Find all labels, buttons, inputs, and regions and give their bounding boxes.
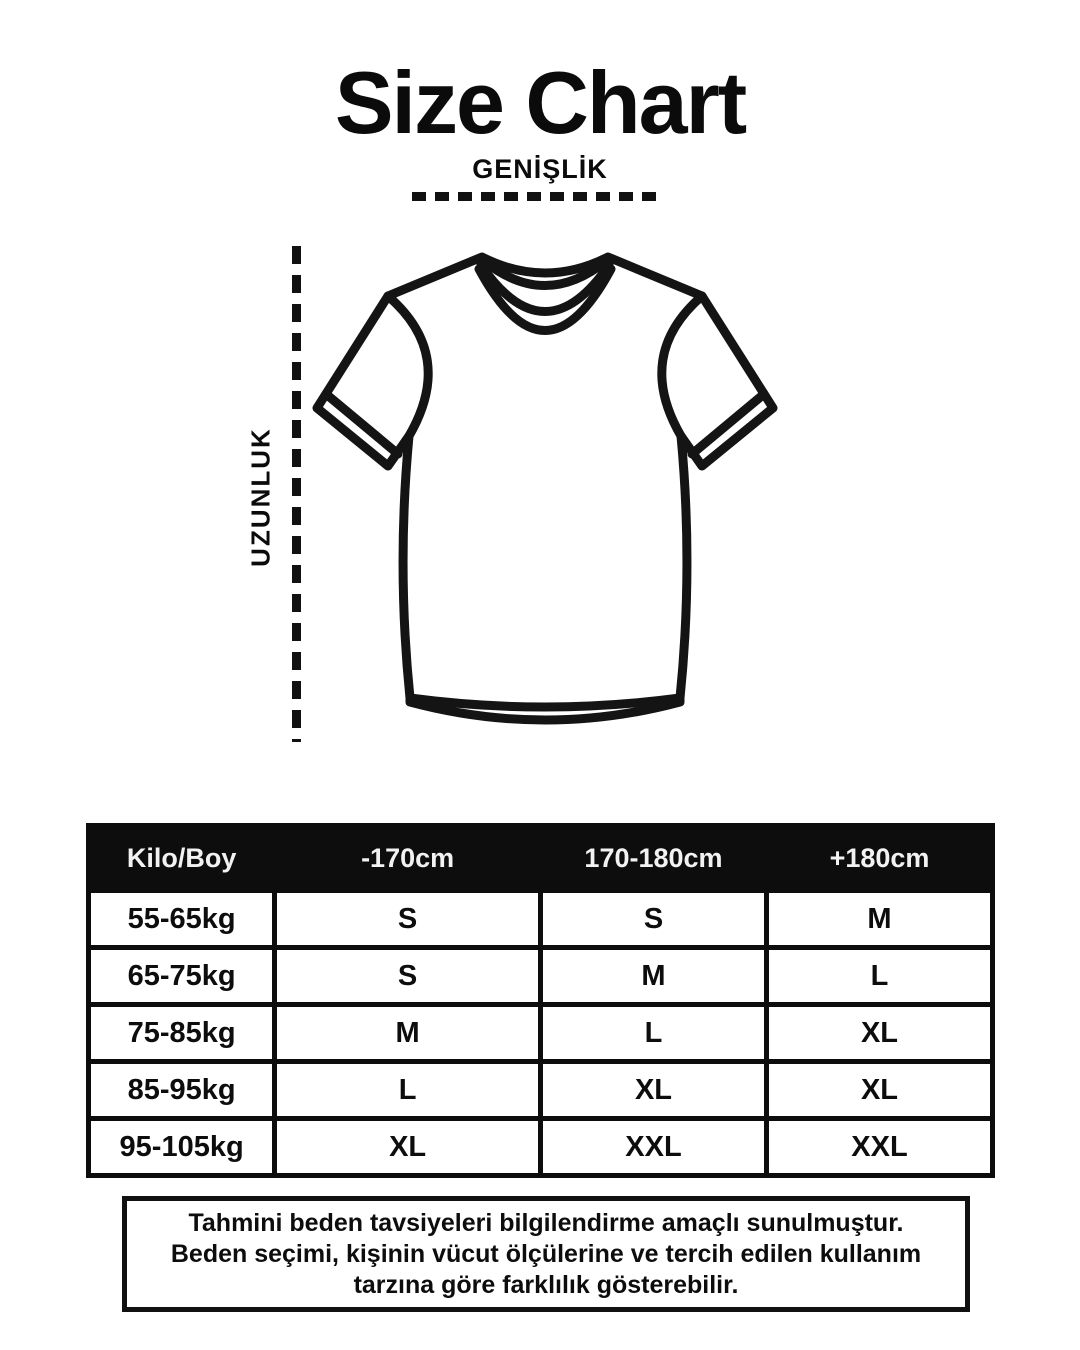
weight-cell: 75-85kg <box>89 1005 275 1062</box>
length-label: UZUNLUK <box>245 427 276 567</box>
disclaimer-line: Tahmini beden tavsiyeleri bilgilendirme amaçlı sunulmuştur. <box>188 1208 904 1237</box>
weight-cell: 95-105kg <box>89 1119 275 1176</box>
table-header-row <box>89 826 993 891</box>
table-row <box>89 1062 993 1119</box>
width-label: GENİŞLİK <box>472 154 608 184</box>
size-cell: M <box>766 891 992 948</box>
size-cell: M <box>275 1005 541 1062</box>
weight-cell: 55-65kg <box>89 891 275 948</box>
weight-cell: 65-75kg <box>89 948 275 1005</box>
disclaimer-line: Beden seçimi, kişinin vücut ölçülerine ve tercih edilen kullanım <box>170 1239 922 1268</box>
table-row <box>89 1119 993 1176</box>
size-cell: XL <box>766 1062 992 1119</box>
disclaimer-line: tarzına göre farklılık gösterebilir. <box>353 1270 739 1299</box>
size-cell: S <box>275 948 541 1005</box>
size-cell: XL <box>766 1005 992 1062</box>
size-cell: XL <box>275 1119 541 1176</box>
disclaimer-box <box>122 1196 970 1312</box>
size-cell: XXL <box>540 1119 766 1176</box>
size-cell: XL <box>540 1062 766 1119</box>
size-cell: S <box>275 891 541 948</box>
weight-cell: 85-95kg <box>89 1062 275 1119</box>
size-cell: S <box>540 891 766 948</box>
size-table <box>86 823 995 1178</box>
size-cell: L <box>275 1062 541 1119</box>
size-cell: L <box>766 948 992 1005</box>
table-row <box>89 891 993 948</box>
tshirt-outline-icon <box>290 240 790 750</box>
size-cell: L <box>540 1005 766 1062</box>
header-cell-height-3: +180cm <box>766 826 992 891</box>
width-dimension-line <box>412 192 664 201</box>
table-row <box>89 1005 993 1062</box>
header-cell-weight: Kilo/Boy <box>89 826 275 891</box>
size-cell: M <box>540 948 766 1005</box>
header-cell-height-1: -170cm <box>275 826 541 891</box>
table-row <box>89 948 993 1005</box>
page-title: Size Chart <box>334 53 746 152</box>
header-cell-height-2: 170-180cm <box>540 826 766 891</box>
size-cell: XXL <box>766 1119 992 1176</box>
